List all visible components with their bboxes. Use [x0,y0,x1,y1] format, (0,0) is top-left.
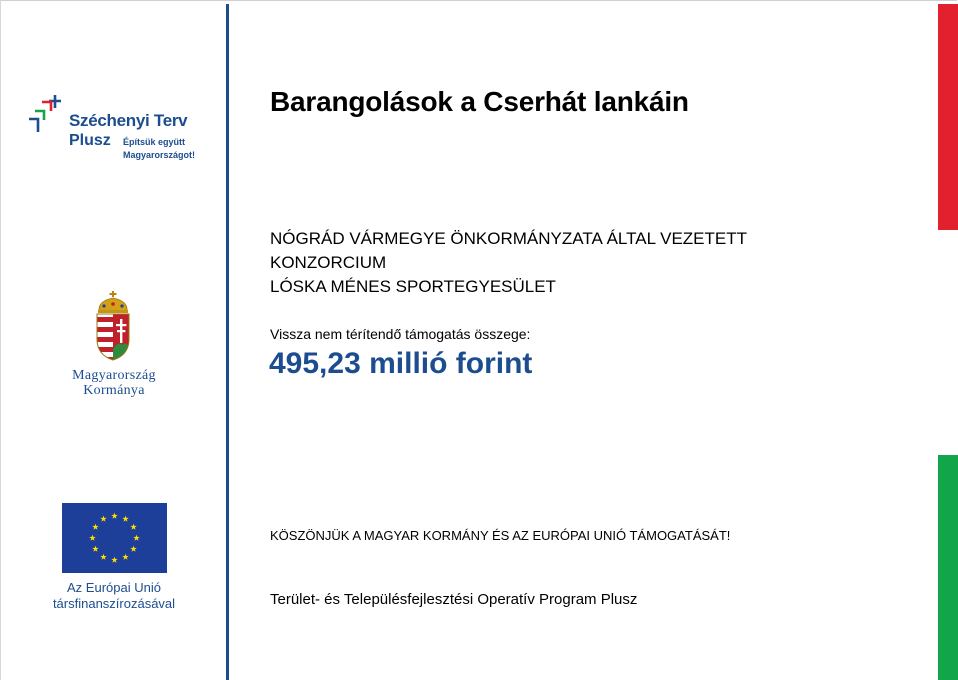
eu-caption [30,580,198,612]
szechenyi-slogan-line2: Magyarországot! [123,150,196,160]
szechenyi-plus: Plusz [69,132,111,149]
project-title: Barangolások a Cserhát lankáin [270,86,689,117]
grant-label: Vissza nem térítendő támogatás összege: [270,326,531,342]
eu-caption-line2: társfinanszírozásával [52,596,176,611]
vertical-divider [226,4,229,680]
government-name-line1: Magyarország [72,368,156,383]
szechenyi-plus-mark-icon [28,94,68,136]
program-name: Terület- és Településfejlesztési Operatív Program Plusz [270,591,638,608]
beneficiary-line-1: NÓGRÁD VÁRMEGYE ÖNKORMÁNYZATA ÁLTAL VEZETETT [270,229,748,248]
flag-stripe-red [938,4,958,230]
beneficiary-line-3: LÓSKA MÉNES SPORTEGYESÜLET [270,277,556,296]
szechenyi-title: Széchenyi Terv [69,111,188,130]
eu-flag-icon [62,503,167,573]
szechenyi-slogan-line1: Építsük együtt [123,137,186,147]
thanks-text: KÖSZÖNJÜK A MAGYAR KORMÁNY ÉS AZ EURÓPAI UNIÓ TÁMOGATÁSÁT! [270,528,731,543]
flag-stripe-green [938,455,958,680]
eu-caption-line1: Az Európai Unió [67,580,161,595]
government-name-line2: Kormánya [83,383,145,398]
beneficiaries [270,227,890,299]
szechenyi-terv-plusz-logo [28,94,218,166]
government-name [28,368,200,398]
szechenyi-slogan [123,136,195,162]
hungarian-coat-of-arms-icon [94,291,132,361]
beneficiary-line-2: KONZORCIUM [270,253,387,272]
grant-amount: 495,23 millió forint [269,347,533,380]
